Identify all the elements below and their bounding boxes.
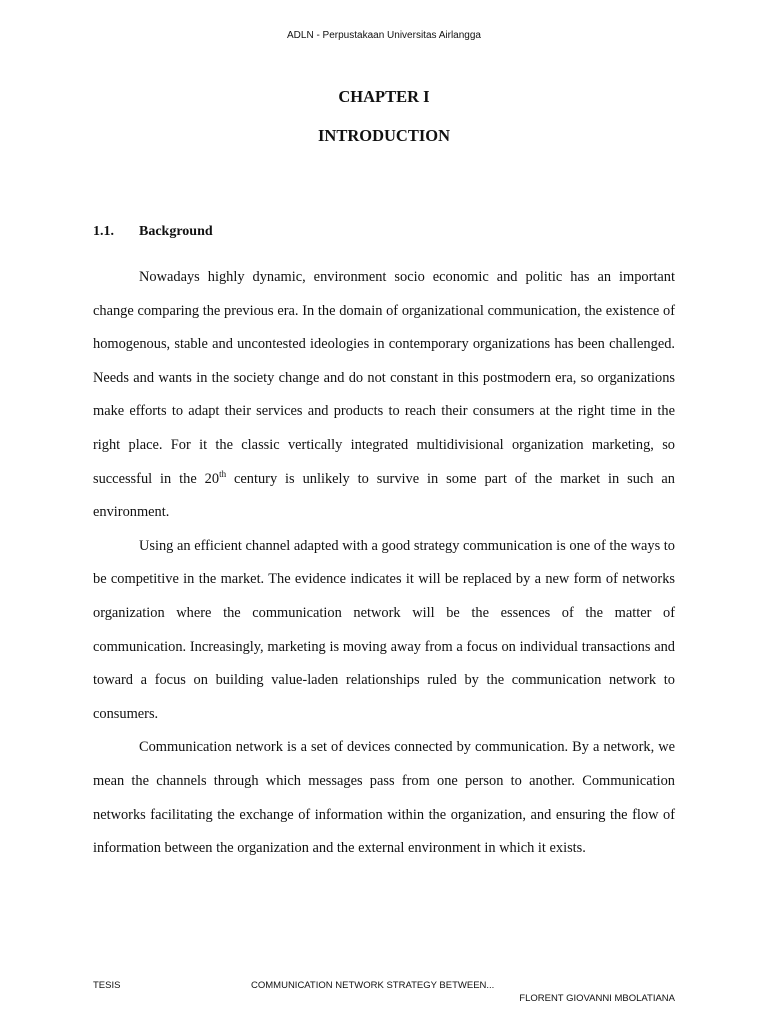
paragraph-1 <box>93 261 675 530</box>
section-title: Background <box>139 224 213 239</box>
section-heading <box>93 224 213 240</box>
footer-thesis-title: COMMUNICATION NETWORK STRATEGY BETWEEN... <box>251 980 495 991</box>
paragraph-2: Using an efficient channel adapted with a good strategy communication is one of the ways to be competitive in the market. The evidence indicates it will be replaced by a new form of networks organization where the communication network will be the essences of the matter of communication. Increasingly, marketing is moving away from a focus on individual transactions and toward a focus on building value-laden relationships ruled by the communication network to consumers. <box>93 537 675 722</box>
paragraph-1-text: Nowadays highly dynamic, environment socio economic and politic has an important change comparing the previous era. In the domain of organizational communication, the existence of homogenous, stable and uncontested ideologies in contemporary organizations has been challenged. Needs and wants in the society change and do not constant in this postmodern era, so organizations make efforts to adapt their services and products to reach their consumers at the right time in the right place. For it the classic vertically integrated multidivisional organization marketing, so successful in the 20 <box>93 269 675 487</box>
paragraph-3: Communication network is a set of devices connected by communication. By a network, we mean the channels through which messages pass from one person to another. Communication networks facilitating the exchange of information within the organization, and ensuring the flow of information between the organization and the external environment in which it exists. <box>93 739 675 857</box>
paragraph-1-text-end: century is unlikely to survive in some part of the market in such an environment. <box>93 470 675 521</box>
ordinal-superscript: th <box>219 468 227 479</box>
chapter-title: INTRODUCTION <box>317 126 451 145</box>
footer-author: FLORENT GIOVANNI MBOLATIANA <box>519 993 675 1004</box>
body-text <box>93 261 675 866</box>
running-header: ADLN - Perpustakaan Universitas Airlangga <box>287 30 481 41</box>
footer-thesis-label: TESIS <box>93 980 121 991</box>
chapter-number: CHAPTER I <box>338 87 430 106</box>
section-number: 1.1. <box>93 224 114 239</box>
